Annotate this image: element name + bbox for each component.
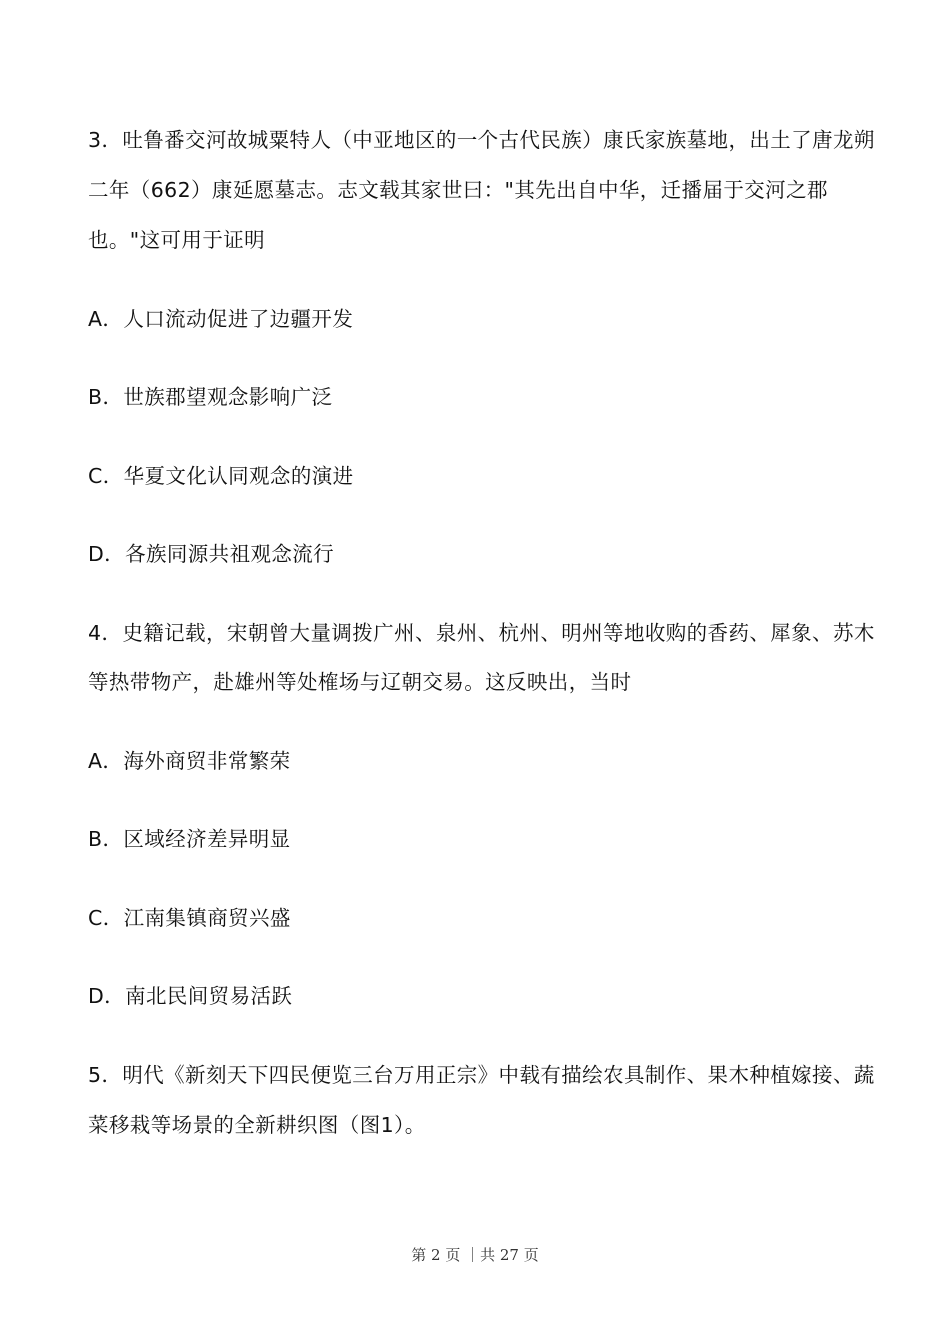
option-a: A．海外商贸非常繁荣 — [88, 749, 291, 773]
question-text-line: 等热带物产，赴雄州等处榷场与辽朝交易。这反映出，当时 — [88, 670, 632, 694]
question-text-line: 3．吐鲁番交河故城粟特人（中亚地区的一个古代民族）康氏家族墓地，出土了唐龙朔 — [88, 128, 875, 152]
page-footer: 第 2 页 ｜共 27 页 — [411, 1246, 539, 1264]
question-text-line: 也。"这可用于证明 — [88, 228, 266, 252]
question-text-line: 4．史籍记载，宋朝曾大量调拨广州、泉州、杭州、明州等地收购的香药、犀象、苏木 — [88, 621, 875, 645]
question-text-line: 二年（662）康延愿墓志。志文载其家世曰："其先出自中华，迁播届于交河之郡 — [88, 178, 828, 202]
option-c: C．华夏文化认同观念的演进 — [88, 464, 354, 488]
question-text-line: 5．明代《新刻天下四民便览三台万用正宗》中载有描绘农具制作、果木种植嫁接、蔬 — [88, 1063, 875, 1087]
question-text-line: 菜移栽等场景的全新耕织图（图1）。 — [88, 1113, 426, 1137]
option-a: A．人口流动促进了边疆开发 — [88, 307, 354, 331]
option-b: B．区域经济差异明显 — [88, 827, 291, 851]
option-b: B．世族郡望观念影响广泛 — [88, 385, 333, 409]
option-d: D．南北民间贸易活跃 — [88, 984, 293, 1008]
option-c: C．江南集镇商贸兴盛 — [88, 906, 291, 930]
option-d: D．各族同源共祖观念流行 — [88, 542, 335, 566]
